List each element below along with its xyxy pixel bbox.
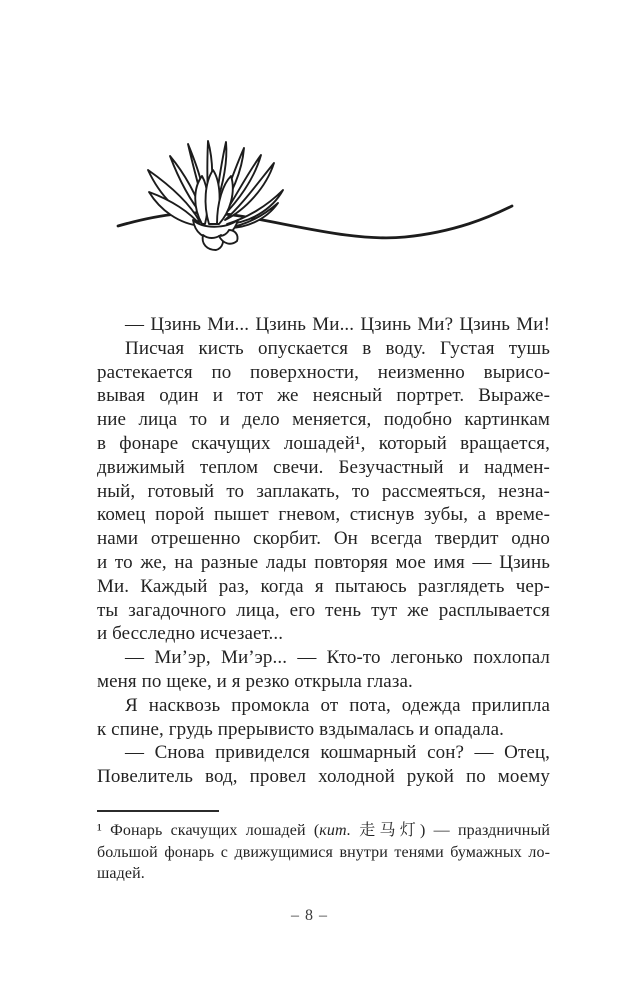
text-line: — Ми’эр, Ми’эр... — Кто-то легонько похлопал	[125, 647, 550, 669]
footnote-line	[97, 842, 550, 864]
text-line: ты загадочного лица, его тень тут же расплывается	[97, 599, 550, 621]
text-line: — Цзинь Ми... Цзинь Ми... Цзинь Ми? Цзинь Ми!	[125, 314, 550, 335]
page-number: – 8 –	[291, 907, 328, 924]
water-lily-flower	[148, 141, 283, 250]
footnote-line	[97, 820, 550, 842]
text-line: Писчая кисть опускается в воду. Густая тушь	[125, 337, 550, 359]
text-line: Ми. Каждый раз, когда я пытаюсь разглядеть чер-	[97, 575, 550, 597]
text-line: Я насквозь промокла от пота, одежда прилипла	[125, 694, 550, 716]
text-line: и то же, на разные лады повторяя мое имя — Цзинь	[97, 551, 550, 573]
text-line: комец порой пышет гневом, стиснув зубы, а време-	[97, 504, 550, 526]
text-line: к спине, грудь прерывисто вздымалась и опадала.	[97, 718, 504, 740]
footnote-lang-abbr: кит.	[319, 822, 351, 839]
text-line: растекается по поверхности, неизменно вырисо-	[97, 361, 550, 383]
lotus-divider-illustration	[105, 136, 525, 262]
text-line: и бесследно исчезает...	[97, 623, 284, 645]
footnote-line	[97, 863, 550, 885]
text-line: движимый теплом свечи. Безучастный и надмен-	[97, 456, 550, 478]
text-line: Повелитель вод, провел холодной рукой по моему	[97, 766, 550, 788]
footnote-text: шадей.	[97, 865, 145, 882]
text-line: ние лица то и дело меняется, подобно картинкам	[97, 409, 550, 431]
text-line: меня по щеке, и я резко открыла глаза.	[97, 670, 413, 692]
text-line: вывая один и тот же неясный портрет. Выраже-	[97, 385, 550, 407]
footnote-text: большой фонарь с движущимися внутри тенями бумажных ло-	[97, 843, 550, 861]
text-line: — Снова привиделся кошмарный сон? — Отец,	[125, 742, 550, 764]
footnote	[97, 820, 550, 885]
text-line: нами отрешенно скорбит. Он всегда твердит одно	[97, 528, 550, 550]
footnote-text: 走马灯) — праздничный	[350, 822, 550, 839]
text-line: ный, готовый то заплакать, то рассмеяться, незна-	[97, 480, 550, 502]
text-line: в фонаре скачущих лошадей¹, который вращается,	[97, 432, 550, 454]
footnote-divider	[97, 810, 219, 812]
footnote-text: ¹ Фонарь скачущих лошадей (	[97, 822, 320, 839]
page-text	[97, 313, 550, 789]
